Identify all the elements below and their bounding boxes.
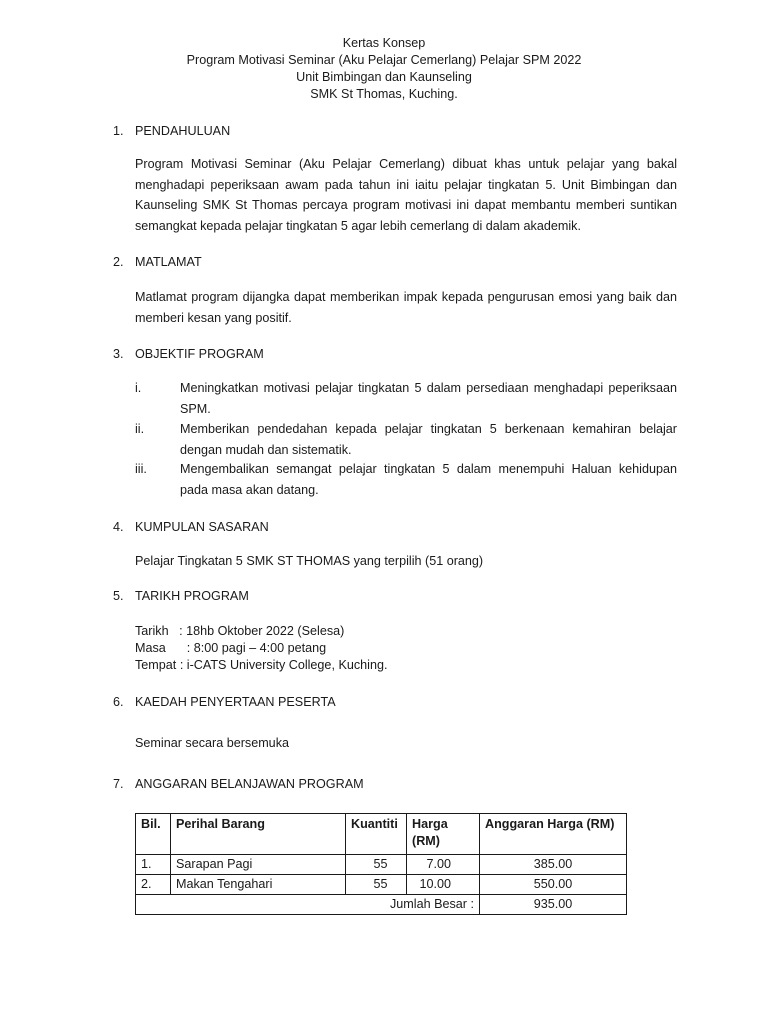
section-heading-kumpulan-sasaran bbox=[0, 518, 768, 536]
venue-label: Tempat bbox=[135, 658, 180, 672]
venue-value: : i-CATS University College, Kuching. bbox=[179, 658, 388, 672]
program-venue-line bbox=[135, 657, 387, 674]
objective-text: Memberikan pendedahan kepada pelajar tingkatan 5 berkenaan kemahiran belajar dengan mudah dan sistematik. bbox=[180, 422, 677, 457]
cell-bil: 2. bbox=[136, 875, 171, 895]
objective-number: i. bbox=[135, 381, 142, 395]
time-value: : 8:00 pagi – 4:00 petang bbox=[186, 641, 327, 655]
cell-bil: 1. bbox=[136, 855, 171, 875]
objective-text: Meningkatkan motivasi pelajar tingkatan 5 dalam persediaan menghadapi peperiksaan SPM. bbox=[180, 381, 677, 416]
col-header-price bbox=[407, 814, 480, 855]
section-heading-pendahuluan bbox=[0, 122, 768, 140]
section-number: 4. bbox=[113, 520, 124, 534]
cell-item: Makan Tengahari bbox=[171, 875, 346, 895]
date-value: : 18hb Oktober 2022 (Selesa) bbox=[179, 624, 345, 638]
price-header-line1: Harga bbox=[412, 817, 448, 831]
cell-item: Sarapan Pagi bbox=[171, 855, 346, 875]
price-header-line2: (RM) bbox=[412, 834, 440, 848]
section-title: OBJEKTIF PROGRAM bbox=[135, 347, 264, 361]
section-heading-kaedah-penyertaan bbox=[0, 693, 768, 711]
cell-total: 385.00 bbox=[480, 855, 627, 875]
kumpulan-sasaran-text: Pelajar Tingkatan 5 SMK ST THOMAS yang terpilih (51 orang) bbox=[135, 554, 484, 568]
col-header-bil: Bil. bbox=[136, 814, 171, 855]
matlamat-paragraph: Matlamat program dijangka dapat memberikan impak kepada pengurusan emosi yang baik dan memberi kesan yang positif. bbox=[135, 290, 677, 325]
cell-price: 10.00 bbox=[407, 875, 480, 895]
section-heading-tarikh-program bbox=[0, 587, 768, 605]
pendahuluan-paragraph: Program Motivasi Seminar (Aku Pelajar Cemerlang) dibuat khas untuk pelajar yang bakal menghadapi peperiksaan awam pada tahun ini iaitu pelajar tingkatan 5. Unit Bimbingan dan Kaunseling SMK St Thomas percaya program motivasi ini dapat membantu memberi suntikan semangkat kepada pelajar tingkatan 5 agar lebih cemerlang di dalam akademik. bbox=[135, 157, 677, 233]
section-title: MATLAMAT bbox=[135, 255, 202, 269]
section-number: 3. bbox=[113, 347, 124, 361]
section-title: KUMPULAN SASARAN bbox=[135, 520, 269, 534]
objective-text: Mengembalikan semangat pelajar tingkatan 5 dalam menempuhi Haluan kehidupan pada masa akan datang. bbox=[180, 462, 677, 497]
section-number: 2. bbox=[113, 255, 124, 269]
section-title: KAEDAH PENYERTAAN PESERTA bbox=[135, 695, 336, 709]
kaedah-penyertaan-text: Seminar secara bersemuka bbox=[135, 736, 289, 750]
grand-total-value: 935.00 bbox=[480, 895, 627, 915]
table-row bbox=[136, 875, 627, 895]
program-time-line bbox=[135, 640, 326, 657]
section-heading-objektif bbox=[0, 345, 768, 363]
cell-qty: 55 bbox=[346, 875, 407, 895]
table-row bbox=[136, 855, 627, 875]
document-header bbox=[0, 35, 768, 103]
cell-qty: 55 bbox=[346, 855, 407, 875]
col-header-total: Anggaran Harga (RM) bbox=[480, 814, 627, 855]
date-label: Tarikh bbox=[135, 624, 180, 638]
program-title: Program Motivasi Seminar (Aku Pelajar Cemerlang) Pelajar SPM 2022 bbox=[186, 53, 582, 67]
budget-table bbox=[135, 813, 627, 915]
cell-price: 7.00 bbox=[407, 855, 480, 875]
grand-total-label: Jumlah Besar : bbox=[136, 895, 480, 915]
cell-total: 550.00 bbox=[480, 875, 627, 895]
section-number: 7. bbox=[113, 777, 124, 791]
program-date-line bbox=[135, 623, 344, 640]
grand-total-row bbox=[136, 895, 627, 915]
section-number: 1. bbox=[113, 124, 124, 138]
col-header-item: Perihal Barang bbox=[171, 814, 346, 855]
col-header-qty: Kuantiti bbox=[346, 814, 407, 855]
section-heading-matlamat bbox=[0, 253, 768, 271]
section-title: TARIKH PROGRAM bbox=[135, 589, 249, 603]
objective-number: ii. bbox=[135, 422, 145, 436]
section-number: 5. bbox=[113, 589, 124, 603]
section-title: PENDAHULUAN bbox=[135, 124, 231, 138]
section-title: ANGGARAN BELANJAWAN PROGRAM bbox=[135, 777, 364, 791]
doc-type-title: Kertas Konsep bbox=[342, 36, 426, 50]
section-heading-anggaran-belanjawan bbox=[0, 775, 768, 793]
objective-number: iii. bbox=[135, 462, 147, 476]
school-name: SMK St Thomas, Kuching. bbox=[310, 87, 458, 101]
section-number: 6. bbox=[113, 695, 124, 709]
budget-table-header-row bbox=[136, 814, 627, 855]
unit-name: Unit Bimbingan dan Kaunseling bbox=[296, 70, 472, 84]
time-label: Masa bbox=[135, 641, 187, 655]
